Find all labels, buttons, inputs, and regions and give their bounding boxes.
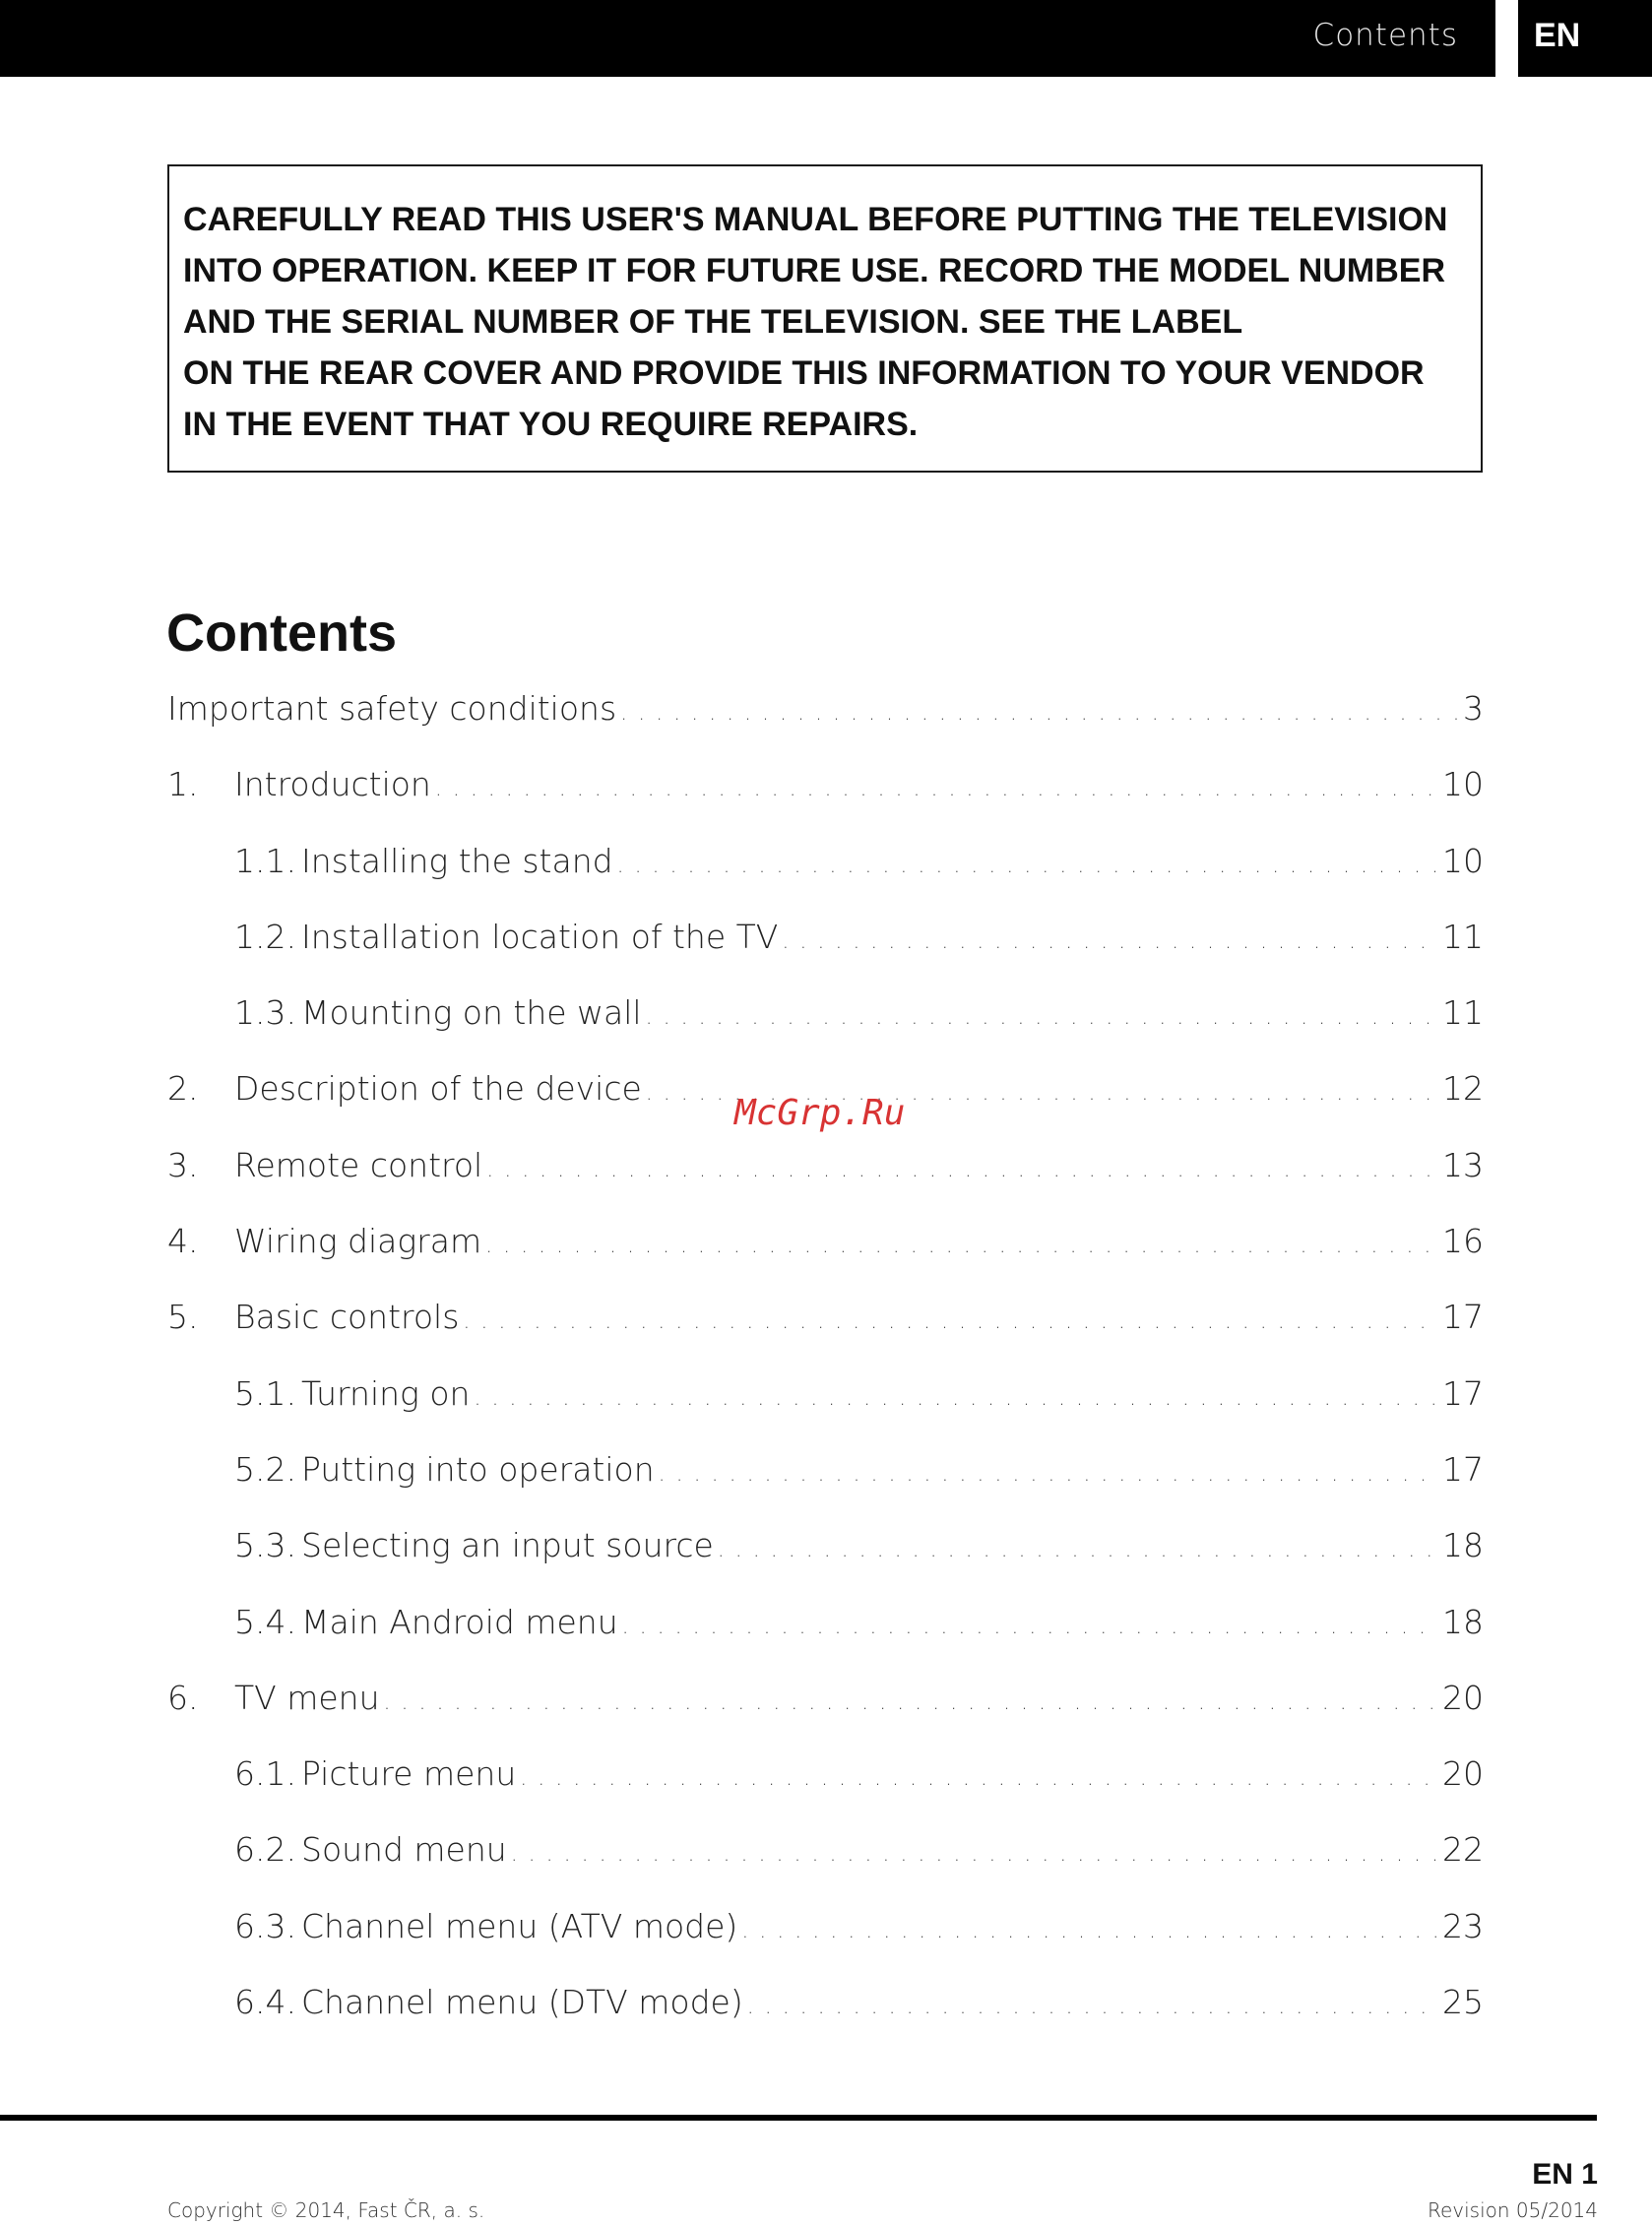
toc-entry-title: Introduction [234,765,431,804]
section-title: Contents [1312,18,1458,53]
toc-entry-page: 12 [1442,1069,1484,1109]
toc-entry-page: 17 [1442,1449,1484,1489]
warning-line: IN THE EVENT THAT YOU REQUIRE REPAIRS. [183,406,919,443]
toc-leader-dots [782,929,1438,954]
toc-entry-number: 6.1. [234,1754,296,1794]
toc-entry-page: 20 [1442,1754,1484,1794]
toc-entry-number: 6. [167,1678,199,1717]
warning-box [167,164,1483,473]
toc-entry-number: 1.3. [234,993,296,1033]
toc-entry-page: 10 [1442,841,1484,880]
toc-entry[interactable] [167,765,1484,841]
toc-leader-dots [485,1234,1438,1258]
toc-entry[interactable] [167,1146,1484,1222]
toc-entry-title: Selecting an input source [301,1526,714,1565]
toc-entry-title: Putting into operation [301,1449,655,1489]
toc-entry-title: TV menu [234,1678,380,1717]
toc-entry-number: 6.4. [234,1983,296,2022]
language-label: EN [1534,17,1581,54]
toc-entry-number: 1.2. [234,917,296,956]
toc-entry-number: 6.3. [234,1906,296,1945]
toc-entry[interactable] [167,1603,1484,1679]
toc-entry[interactable] [167,1222,1484,1298]
toc-leader-dots [384,1690,1438,1715]
toc-entry[interactable] [167,1679,1484,1754]
toc-entry-page: 23 [1442,1906,1484,1945]
toc-entry-title: Picture menu [301,1754,517,1794]
toc-leader-dots [659,1462,1438,1487]
toc-leader-dots [646,1005,1438,1030]
toc-entry-number: 6.2. [234,1830,296,1870]
toc-entry-title: Sound menu [301,1830,507,1870]
toc-entry-number: 5.3. [234,1526,296,1565]
toc-entry-page: 16 [1442,1222,1484,1261]
warning-line: ON THE REAR COVER AND PROVIDE THIS INFORMATION TO YOUR VENDOR [183,354,1425,392]
toc-entry-page: 11 [1442,917,1484,956]
toc-entry[interactable] [167,1526,1484,1602]
toc-entry-title: Installing the stand [301,841,613,880]
warning-line: CAREFULLY READ THIS USER'S MANUAL BEFORE PUTTING THE TELEVISION [183,201,1448,238]
toc-entry[interactable] [167,1983,1484,2059]
toc-entry[interactable] [167,1298,1484,1373]
toc-leader-dots [622,1615,1438,1639]
toc-entry-title: Important safety conditions [167,689,617,728]
toc-entry-page: 11 [1442,993,1484,1033]
table-of-contents [167,689,1484,2059]
toc-entry-title: Wiring diagram [234,1222,482,1261]
toc-entry[interactable] [167,1374,1484,1450]
toc-entry-title: Main Android menu [301,1602,618,1641]
footer-divider [0,2115,1597,2121]
warning-line: AND THE SERIAL NUMBER OF THE TELEVISION. SEE THE LABEL [183,303,1243,341]
toc-leader-dots [617,854,1438,878]
toc-entry-title: Description of the device [234,1069,642,1109]
toc-entry[interactable] [167,842,1484,918]
toc-entry[interactable] [167,1830,1484,1906]
toc-leader-dots [741,1919,1438,1943]
toc-entry-page: 25 [1442,1983,1484,2022]
toc-entry[interactable] [167,1754,1484,1830]
toc-entry-number: 3. [167,1145,199,1184]
watermark-text: McGrp.Ru [734,1093,906,1133]
toc-entry-title: Mounting on the wall [301,993,642,1033]
toc-entry-page: 17 [1442,1373,1484,1413]
toc-leader-dots [718,1538,1438,1562]
header-bar [0,0,1495,77]
toc-entry[interactable] [167,993,1484,1069]
page-number: EN 1 [1532,2158,1598,2191]
toc-entry-page: 10 [1442,765,1484,804]
copyright-notice: Copyright © 2014, Fast ČR, a. s. [167,2198,485,2222]
toc-leader-dots [520,1766,1438,1791]
toc-entry-number: 2. [167,1069,199,1109]
toc-entry[interactable] [167,689,1484,765]
toc-entry-title: Channel menu (ATV mode) [301,1906,738,1945]
toc-entry-page: 17 [1442,1298,1484,1337]
toc-entry-number: 5.2. [234,1449,296,1489]
toc-entry[interactable] [167,1450,1484,1526]
toc-entry-title: Installation location of the TV [301,917,779,956]
toc-entry-title: Channel menu (DTV mode) [301,1983,743,2022]
toc-entry-number: 5.4. [234,1602,296,1641]
toc-entry-page: 13 [1442,1145,1484,1184]
toc-entry-number: 5. [167,1298,199,1337]
toc-leader-dots [511,1842,1438,1867]
toc-leader-dots [463,1309,1438,1334]
toc-entry-page: 18 [1442,1526,1484,1565]
toc-heading: Contents [166,604,397,663]
toc-leader-dots [486,1158,1438,1182]
revision-label: Revision 05/2014 [1427,2198,1598,2222]
toc-entry-page: 18 [1442,1602,1484,1641]
toc-entry[interactable] [167,918,1484,993]
toc-entry-number: 4. [167,1222,199,1261]
toc-entry-number: 1.1. [234,841,296,880]
toc-leader-dots [435,777,1438,801]
toc-entry-number: 1. [167,765,199,804]
toc-entry-title: Turning on [301,1373,471,1413]
toc-leader-dots [747,1995,1438,2019]
toc-entry-page: 20 [1442,1678,1484,1717]
toc-entry-title: Basic controls [234,1298,460,1337]
toc-leader-dots [620,701,1459,726]
toc-leader-dots [474,1386,1438,1411]
toc-entry-title: Remote control [234,1145,483,1184]
language-tab [1518,0,1652,77]
toc-entry-page: 3 [1463,689,1484,728]
toc-entry[interactable] [167,1907,1484,1983]
toc-entry-number: 5.1. [234,1373,296,1413]
toc-entry-page: 22 [1442,1830,1484,1870]
warning-line: INTO OPERATION. KEEP IT FOR FUTURE USE. RECORD THE MODEL NUMBER [183,252,1446,289]
